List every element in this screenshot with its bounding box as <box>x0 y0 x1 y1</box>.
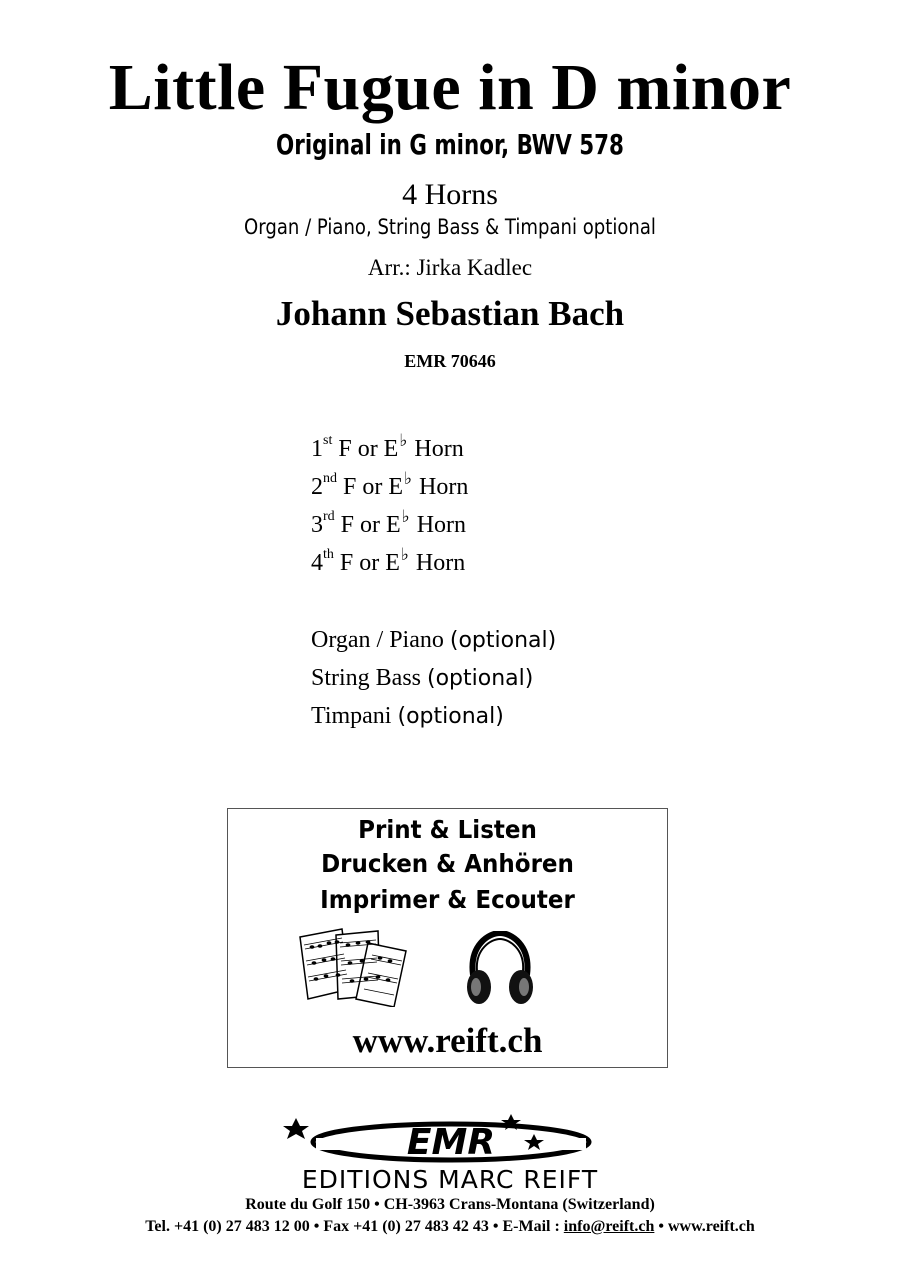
optional-part-name: Organ / Piano <box>311 627 444 653</box>
optional-part-item <box>311 697 556 735</box>
promo-line-fr: Imprimer & Ecouter <box>320 885 575 914</box>
part-number: 3 <box>311 512 323 538</box>
optional-part-name: String Bass <box>311 665 422 691</box>
optional-part-note: (optional) <box>427 666 534 691</box>
optional-parts-list <box>311 621 556 735</box>
flat-sign: ♭ <box>404 469 413 489</box>
contact-phone-fax: Tel. +41 (0) 27 483 12 00 • Fax +41 (0) 27 483 42 43 • E-Mail : <box>145 1218 564 1235</box>
part-key: F or E <box>338 436 399 462</box>
part-ordinal: th <box>323 547 334 562</box>
promo-url-link[interactable]: www.reift.ch <box>352 1021 543 1060</box>
optional-instruments: Organ / Piano, String Bass & Timpani optional <box>244 215 656 239</box>
print-listen-box <box>227 808 668 1068</box>
part-key: F or E <box>339 550 400 576</box>
publisher-name: EDITIONS MARC REIFT <box>301 1165 599 1194</box>
ensemble: 4 Horns <box>402 178 498 211</box>
composer: Johann Sebastian Bach <box>275 294 625 333</box>
catalog-number: EMR 70646 <box>404 351 496 371</box>
subtitle: Original in G minor, BWV 578 <box>276 128 624 161</box>
promo-line-de: Drucken & Anhören <box>321 849 574 878</box>
headphones-icon <box>465 931 535 1006</box>
part-item <box>311 468 468 506</box>
arranger: Arr.: Jirka Kadlec <box>367 255 533 280</box>
optional-part-item <box>311 621 556 659</box>
publisher-contact <box>0 1218 900 1236</box>
part-item <box>311 430 468 468</box>
part-instrument: Horn <box>419 474 469 500</box>
part-key: F or E <box>340 512 401 538</box>
optional-part-note: (optional) <box>397 704 504 729</box>
flat-sign: ♭ <box>399 431 408 451</box>
optional-part-item <box>311 659 556 697</box>
part-instrument: Horn <box>414 436 464 462</box>
page-title: Little Fugue in D minor <box>108 51 792 124</box>
publisher-address: Route du Golf 150 • CH-3963 Crans-Montana (Switzerland) <box>245 1196 655 1213</box>
promo-line-en: Print & Listen <box>358 815 537 844</box>
optional-part-name: Timpani <box>311 703 392 729</box>
part-item <box>311 506 468 544</box>
part-number: 1 <box>311 436 323 462</box>
part-ordinal: st <box>323 433 333 448</box>
email-link[interactable]: info@reift.ch <box>563 1218 655 1235</box>
part-number: 2 <box>311 474 323 500</box>
svg-text:EMR: EMR <box>406 1122 496 1163</box>
flat-sign: ♭ <box>401 507 410 527</box>
website-text: • www.reift.ch <box>654 1218 755 1235</box>
part-ordinal: nd <box>323 471 337 486</box>
emr-logo-icon <box>256 1108 646 1166</box>
part-instrument: Horn <box>415 550 466 576</box>
flat-sign: ♭ <box>400 545 409 565</box>
part-instrument: Horn <box>416 512 467 538</box>
part-item <box>311 544 468 582</box>
part-ordinal: rd <box>323 509 335 524</box>
sheet-music-icon <box>298 927 413 1007</box>
part-number: 4 <box>311 550 323 576</box>
part-key: F or E <box>343 474 403 500</box>
parts-list <box>311 430 468 582</box>
optional-part-note: (optional) <box>449 628 557 653</box>
